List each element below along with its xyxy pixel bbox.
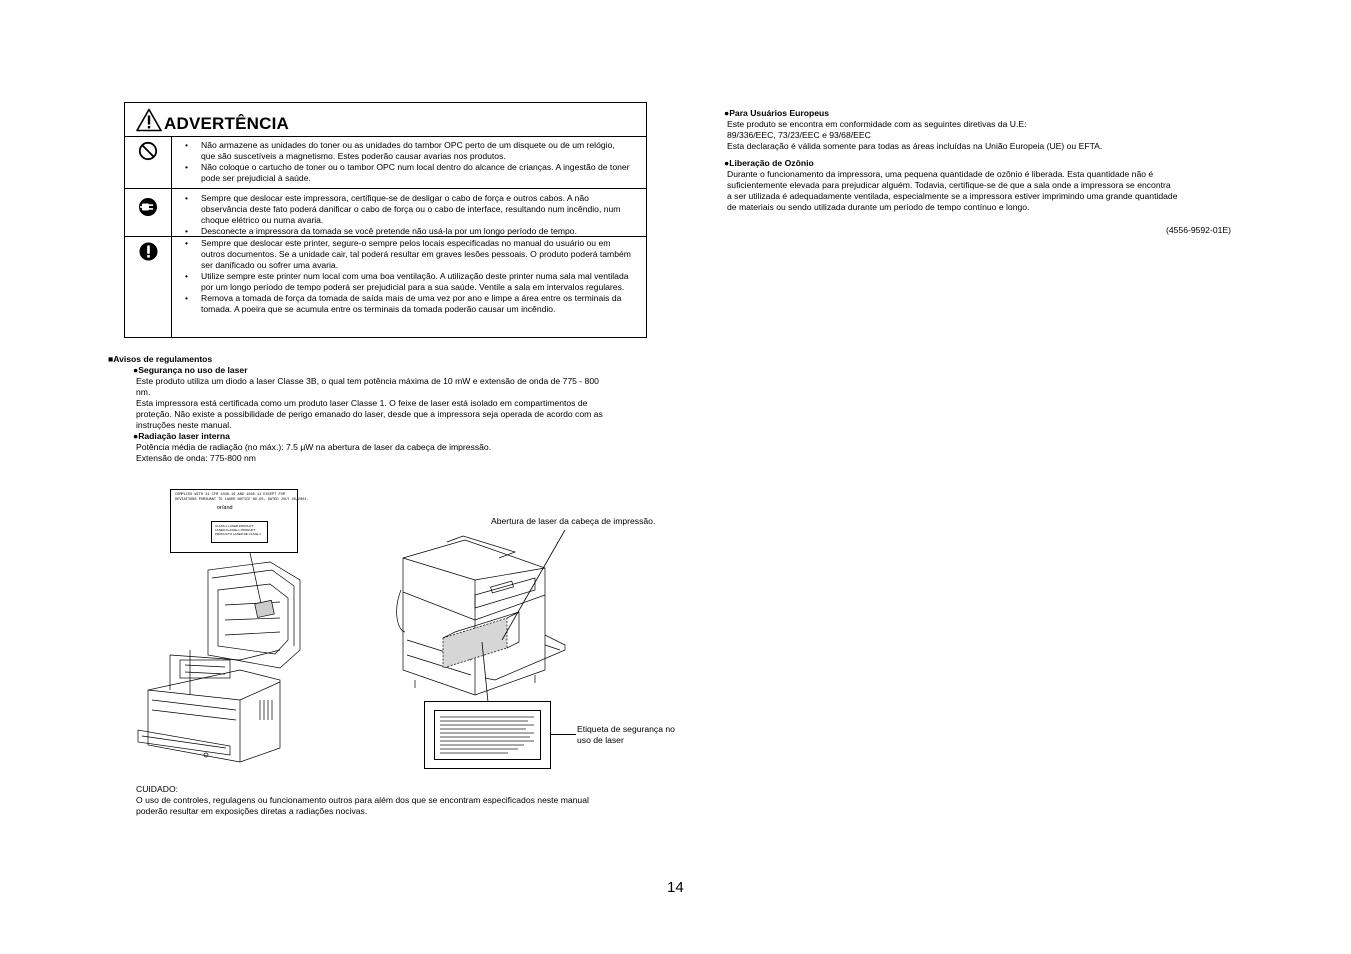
laser-compliance-label — [170, 489, 309, 553]
warning-table — [124, 102, 647, 338]
warning-item: • Sempre que deslocar este printer, segure-o sempre pelos locais especificadas no manual do usuário ou em outros documentos. Se a unidade cair, tal poderá resultar em graves lesões pessoais. O produto poderá também ser danificado ou sofrer uma avaria. — [171, 238, 633, 271]
label-class1-text: CLASS 1 LASER PRODUCT LASER KLASSE 1 PRODUKT PRODUCTO LASER DE CLASE 1 — [215, 524, 261, 536]
warning-item: • Remova a tomada de força da tomada de saída mais de uma vez por ano e limpe a área entre os terminais da tomada. A poeira que se acumula entre os terminais da tomada poderão causar um incêndio. — [171, 293, 633, 315]
internal-radiation-text: Potência média de radiação (no máx.): 7.5 μW na abertura de laser da cabeça de impressão. Extensão de onda: 775-800 nm — [136, 442, 492, 463]
label-or-and: or/and — [217, 505, 233, 511]
unplug-icon — [138, 197, 158, 217]
exclamation-icon — [139, 242, 158, 261]
document-code: (4556-9592-01E) — [1166, 225, 1231, 235]
european-text: Este produto se encontra em conformidade com as seguintes diretivas da U.E: 89/336/EEC, 73/23/EEC e 93/68/EEC Esta declaração é válida somente para todas as áreas incluídas na União Europeia (UE) ou EFTA. — [727, 119, 1103, 151]
european-heading: ●Para Usuários Europeus — [724, 108, 830, 118]
ozone-text: Durante o funcionamento da impressora, uma pequena quantidade de ozônio é liberada. Esta quantidade não é suficientemente elevada para prejudicar alguém. Todavia, certifique-se de que a sala onde a impressora se encontra a ser utilizada é adequadamente ventilada, especialmente se a impressora estiver imprimindo uma grande quantidade de materiais ou sendo utilizada durante um período de tempo contínuo e longo. — [727, 169, 1178, 212]
warning-item: • Sempre que deslocar este impressora, certifique-se de desligar o cabo de força e outros cabos. A não observância deste fato poderá danificar o cabo de força ou o cabo de interface, resultando num incêndio, num choque elétrico ou numa avaria. — [171, 193, 631, 226]
warning-row-mandatory — [125, 237, 646, 338]
internal-radiation-heading: ●Radiação laser interna — [133, 431, 230, 441]
warning-item: • Desconecte a impressora da tomada se você pretende não usá-la por um longo período de tempo. — [171, 226, 631, 237]
laser-safety-text: Este produto utiliza um diodo a laser Classe 3B, o qual tem potência máxima de 10 mW e extensão de onda de 775 - 800 nm. — [136, 376, 599, 397]
warning-row-unplug — [125, 189, 646, 237]
safety-label-text-lines — [438, 714, 536, 756]
warning-triangle-icon — [136, 108, 162, 132]
warning-title: ADVERTÊNCIA — [164, 114, 289, 133]
safety-label-connector — [551, 734, 576, 735]
label-class1-box — [211, 521, 268, 543]
laser-safety-heading: ●Segurança no uso de laser — [133, 365, 248, 375]
warning-item: • Utilize sempre este printer num local com uma boa ventilação. A utilização deste printer numa sala mal ventilada por um longo período de tempo poderá ser prejudicial para a sua saúde. Ventile a sala em intervalos regulares. — [171, 271, 633, 293]
warning-item: • Não coloque o cartucho de toner ou o tambor OPC num local dentro do alcance de crianças. A ingestão de toner pode ser prejudicial à saúde. — [171, 162, 631, 184]
warning-item: • Não armazene as unidades do toner ou as unidades do tambor OPC perto de um disquete ou de um relógio, que são suscetíveis a magnetismo. Estes poderão causar avarias nos produtos. — [171, 140, 631, 162]
page-number: 14 — [667, 879, 684, 896]
safety-label-inner — [434, 710, 541, 760]
printer-open-illustration — [130, 550, 310, 765]
ozone-heading: ●Liberação de Ozônio — [724, 158, 814, 168]
safety-label-frame — [424, 701, 551, 769]
safety-label-leader-line — [472, 640, 492, 704]
label-compliance-line2: DEVIATIONS PURSUANT TO LASER NOTICE NO.50, DATED JULY 26,2001. — [175, 498, 309, 502]
regulations-heading: ■Avisos de regulamentos — [108, 354, 213, 364]
warning-row-prohibit — [125, 136, 646, 189]
label-compliance-line1: COMPLIES WITH 21 CFR 1040.10 AND 1040.11 EXCEPT FOR — [175, 493, 285, 497]
aperture-callout: Abertura de laser da cabeça de impressão. — [491, 516, 656, 526]
safety-label-callout: Etiqueta de segurança no uso de laser — [577, 724, 675, 745]
prohibited-icon — [138, 141, 158, 161]
aperture-leader-line — [490, 528, 570, 648]
laser-certification-text: Esta impressora está certificada como um produto laser Classe 1. O feixe de laser está isolado em compartimentos de proteção. Não existe a possibilidade de perigo emanado do laser, desde que a impressora seja operada de acordo com as instruções neste manual. — [136, 398, 603, 430]
caution-heading: CUIDADO: — [136, 784, 179, 794]
caution-text: O uso de controles, regulagens ou funcionamento outros para além dos que se encontram especificados neste manual poderão resultar em exposições diretas a radiações nocivas. — [136, 795, 589, 816]
warning-header — [125, 103, 646, 137]
